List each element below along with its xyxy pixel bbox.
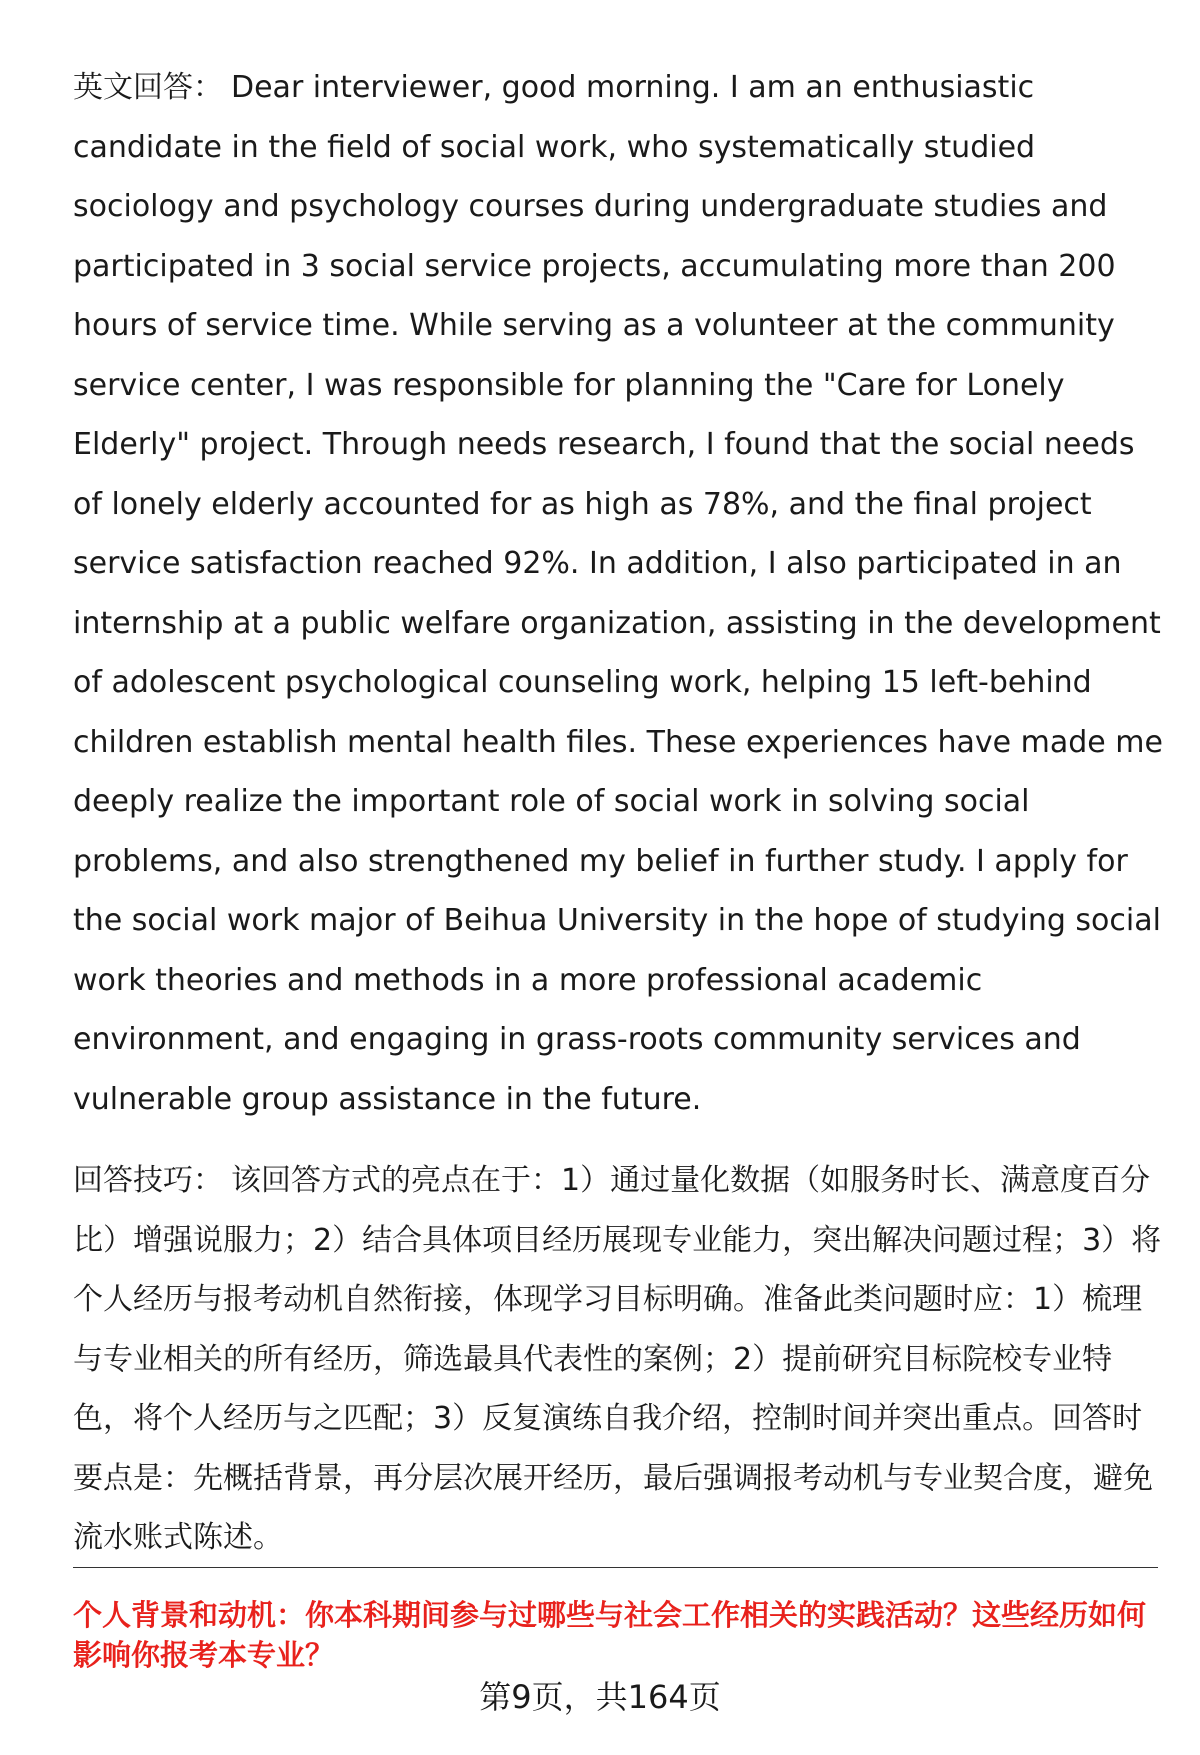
answer-tips-text: 该回答方式的亮点在于：1）通过量化数据（如服务时长、满意度百分比）增强说服力；2）结合具体项目经历展现专业能力，突出解决问题过程；3）将个人经历与报考动机自然衔接，体现学习目标明确。准备此类问题时应：1）梳理与专业相关的所有经历，筛选最具代表性的案例；2）提前研究目标院校专业特色，将个人经历与之匹配；3）反复演练自我介绍，控制时间并突出重点。回答时要点是：先概括背景，再分层次展开经历，最后强调报考动机与专业契合度，避免流水账式陈述。	[73, 1163, 1162, 1555]
english-answer-label: 英文回答：	[73, 70, 223, 105]
document-body	[73, 58, 1163, 1568]
english-answer-paragraph	[73, 58, 1163, 1129]
answer-tips-label: 回答技巧：	[73, 1163, 223, 1198]
next-question-heading: 个人背景和动机：你本科期间参与过哪些与社会工作相关的实践活动？这些经历如何影响你报考本专业？	[73, 1598, 1147, 1672]
page-indicator: 第9页，共164页	[479, 1678, 721, 1716]
answer-tips-paragraph	[73, 1151, 1163, 1568]
english-answer-text: Dear interviewer, good morning. I am an enthusiastic candidate in the field of social work, who systematically studied sociology and psychology courses during undergraduate studies and participated in 3 social service projects, accumulating more than 200 hours of service time. While serving as a volunteer at the community service center, I was responsible for planning the "Care for Lonely Elderly" project. Through needs research, I found that the social needs of lonely elderly accounted for as high as 78%, and the final project service satisfaction reached 92%. In addition, I also participated in an internship at a public welfare organization, assisting in the development of adolescent psychological counseling work, helping 15 left-behind children establish mental health files. These experiences have made me deeply realize the important role of social work in solving social problems, and also strengthened my belief in further study. I apply for the social work major of Beihua University in the hope of studying social work theories and methods in a more professional academic environment, and engaging in grass-roots community services and vulnerable group assistance in the future.	[73, 70, 1163, 1117]
section-divider	[73, 1567, 1158, 1568]
